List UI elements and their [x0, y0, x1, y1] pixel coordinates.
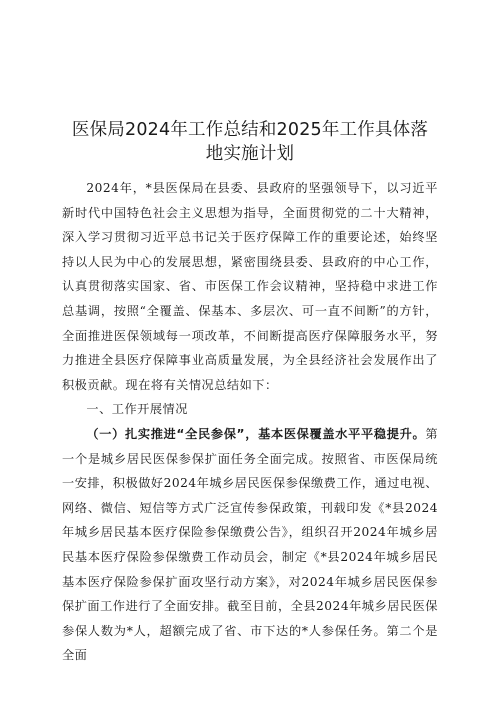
subsection-1-paragraph [62, 422, 438, 668]
title-line-2: 地实施计划 [205, 144, 295, 164]
subsection-1-body: 第一个是城乡居民医保参保扩面任务全面完成。按照省、市医保局统一安排，积极做好2024年城乡居民医保参保缴费工作，通过电视、网络、微信、短信等方式广泛宣传参保政策，刊载印发《*县2024年城乡居民基本医疗保险参保缴费公告》，组织召开2024年城乡居民基本医疗保险参保缴费工作动员会，制定《*县2024年城乡居民基本医疗保险参保扩面攻坚行动方案》，对2024年城乡居民医保参保扩面工作进行了全面安排。截至目前，全县2024年城乡居民医保参保人数为*人，超额完成了省、市下达的*人参保任务。第二个是全面 [62, 426, 438, 663]
document-title [62, 0, 438, 166]
intro-paragraph: 2024年，*县医保局在县委、县政府的坚强领导下，以习近平新时代中国特色社会主义思想为指导，全面贯彻党的二十大精神，深入学习贯彻习近平总书记关于医疗保障工作的重要论述，始终坚持以人民为中心的发展思想，紧密围绕县委、县政府的中心工作，认真贯彻落实国家、省、市医保工作会议精神，坚持稳中求进工作总基调，按照“全覆盖、保基本、多层次、可一直不间断”的方针，全面推进医保领域每一项改革，不间断提高医疗保障服务水平，努力推进全县医疗保障事业高质量发展，为全县经济社会发展作出了积极贡献。现在将有关情况总结如下： [62, 181, 438, 392]
subsection-1-lead: （一）扎实推进“全民参保”，基本医保覆盖水平平稳提升。 [86, 426, 426, 441]
title-line-1: 医保局2024年工作总结和2025年工作具体落 [71, 120, 429, 140]
section-heading-1: 一、工作开展情况 [86, 402, 188, 417]
document-body [62, 176, 438, 668]
